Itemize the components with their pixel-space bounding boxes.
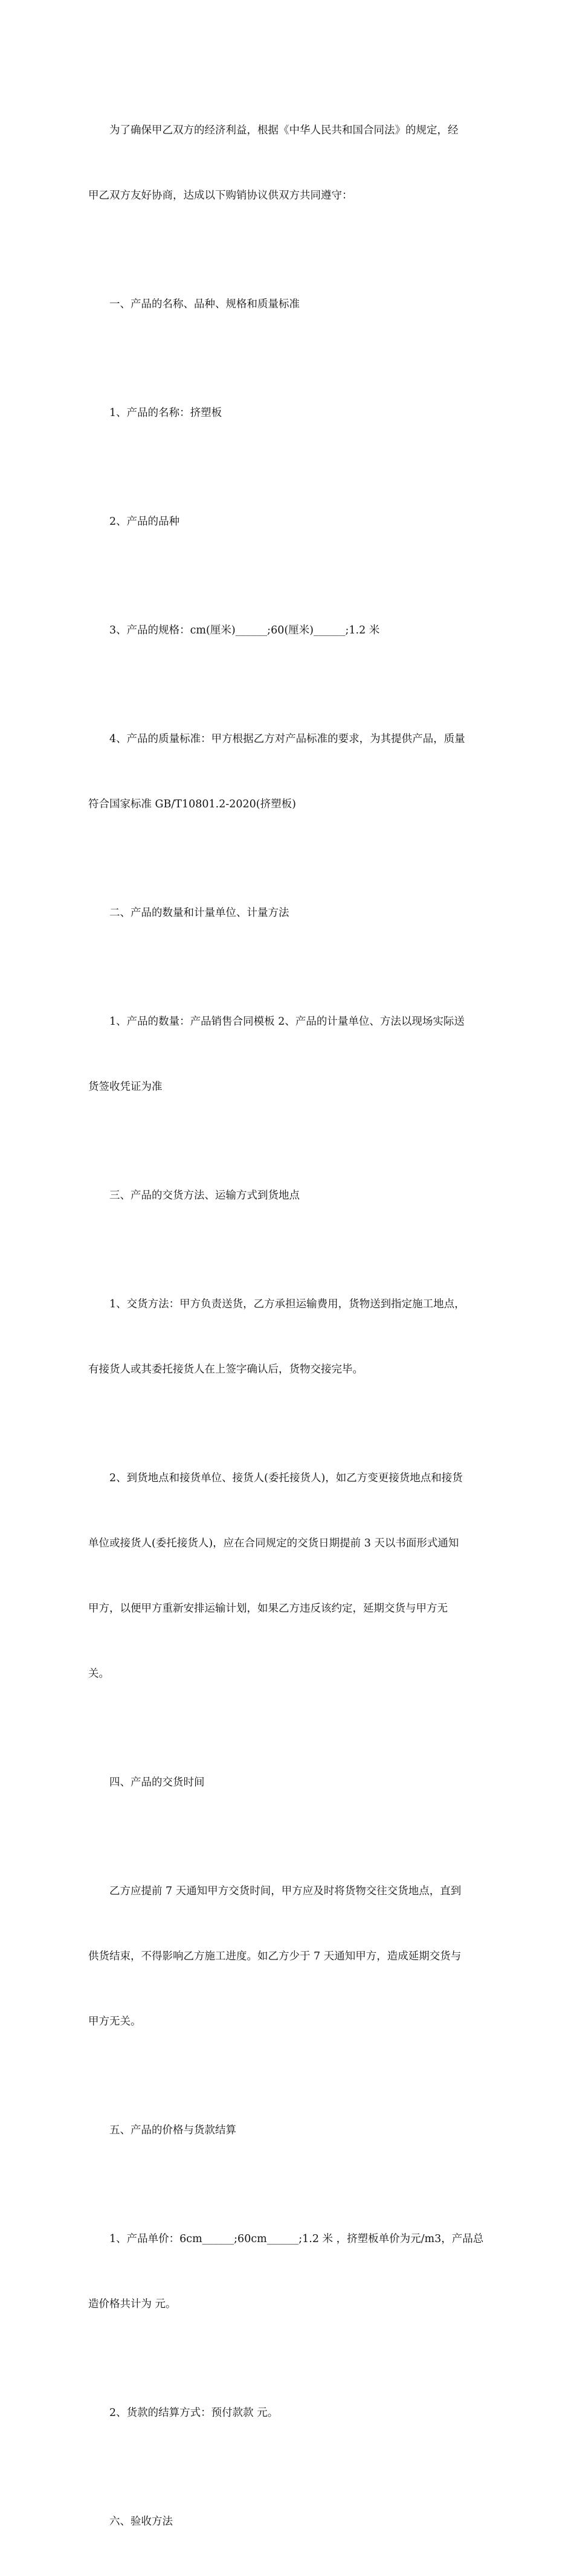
text-line: 3、产品的规格：cm(厘米)______;60(厘米)______;1.2 米	[109, 624, 380, 636]
text-line: 造价格共计为 元。	[88, 2298, 176, 2310]
clause-4	[88, 1837, 489, 2076]
text-line: 货签收凭证为准	[88, 1081, 163, 1093]
text-line: 1、产品单价：6cm______;60cm______;1.2 米 ，挤塑板单价为元/m3，产品总	[109, 2233, 484, 2245]
text-line: 供货结束，不得影响乙方施工进度。如乙方少于 7 天通知甲方，造成延期交货与	[88, 1950, 462, 1962]
section-heading-1	[88, 250, 489, 359]
text-line: 乙方应提前 7 天通知甲方交货时间，甲方应及时将货物交往交货地点，直到	[109, 1885, 462, 1897]
text-line: 2、货款的结算方式：预付款款 元。	[109, 2407, 279, 2419]
clause-1-3	[88, 576, 489, 685]
text-line: 1、产品的名称：挤塑板	[109, 407, 222, 419]
clause-1-2	[88, 467, 489, 576]
clause-3-1	[88, 1250, 489, 1424]
section-heading-5	[88, 2076, 489, 2185]
text-line: 甲方，以便甲方重新安排运输计划，如果乙方违反该约定，延期交货与甲方无	[88, 1603, 448, 1615]
section-heading-6	[88, 2467, 489, 2576]
text-line: 三、产品的交货方法、运输方式到货地点	[109, 1190, 300, 1202]
clause-5-2	[88, 2359, 489, 2467]
section-heading-3	[88, 1141, 489, 1250]
text-line: 五、产品的价格与货款结算	[109, 2124, 236, 2136]
text-line: 1、交货方法：甲方负责送货，乙方承担运输费用，货物送到指定施工地点，	[109, 1298, 465, 1310]
text-line: 有接货人或其委托接货人在上签字确认后，货物交接完毕。	[88, 1363, 363, 1376]
text-line: 二、产品的数量和计量单位、计量方法	[109, 907, 289, 919]
clause-2-1	[88, 967, 489, 1141]
section-heading-4	[88, 1728, 489, 1837]
contract-body	[88, 76, 489, 2576]
intro-paragraph	[88, 76, 489, 250]
clause-1-1	[88, 359, 489, 467]
text-line: 单位或接货人(委托接货人)，应在合同规定的交货日期提前 3 天以书面形式通知	[88, 1537, 459, 1549]
text-line: 四、产品的交货时间	[109, 1777, 205, 1789]
text-line: 符合国家标准 GB/T10801.2-2020(挤塑板)	[88, 798, 296, 810]
text-line: 2、产品的品种	[109, 516, 180, 528]
text-line: 2、到货地点和接货单位、接货人(委托接货人)，如乙方变更接货地点和接货	[109, 1472, 463, 1484]
text-line: 一、产品的名称、品种、规格和质量标准	[109, 298, 300, 310]
text-line: 关。	[88, 1668, 109, 1680]
text-line: 1、产品的数量：产品销售合同模板 2、产品的计量单位、方法以现场实际送	[109, 1016, 465, 1028]
clause-3-2	[88, 1424, 489, 1728]
text-line: 甲方无关。	[88, 2016, 141, 2028]
section-heading-2	[88, 859, 489, 967]
text-line: 六、验收方法	[109, 2516, 173, 2528]
text-line: 为了确保甲乙双方的经济利益，根据《中华人民共和国合同法》的规定，经	[109, 124, 459, 136]
text-line: 4、产品的质量标准：甲方根据乙方对产品标准的要求，为其提供产品，质量	[109, 733, 465, 745]
text-line: 甲乙双方友好协商，达成以下购销协议供双方共同遵守：	[88, 190, 353, 202]
clause-1-4	[88, 685, 489, 859]
clause-5-1	[88, 2185, 489, 2359]
